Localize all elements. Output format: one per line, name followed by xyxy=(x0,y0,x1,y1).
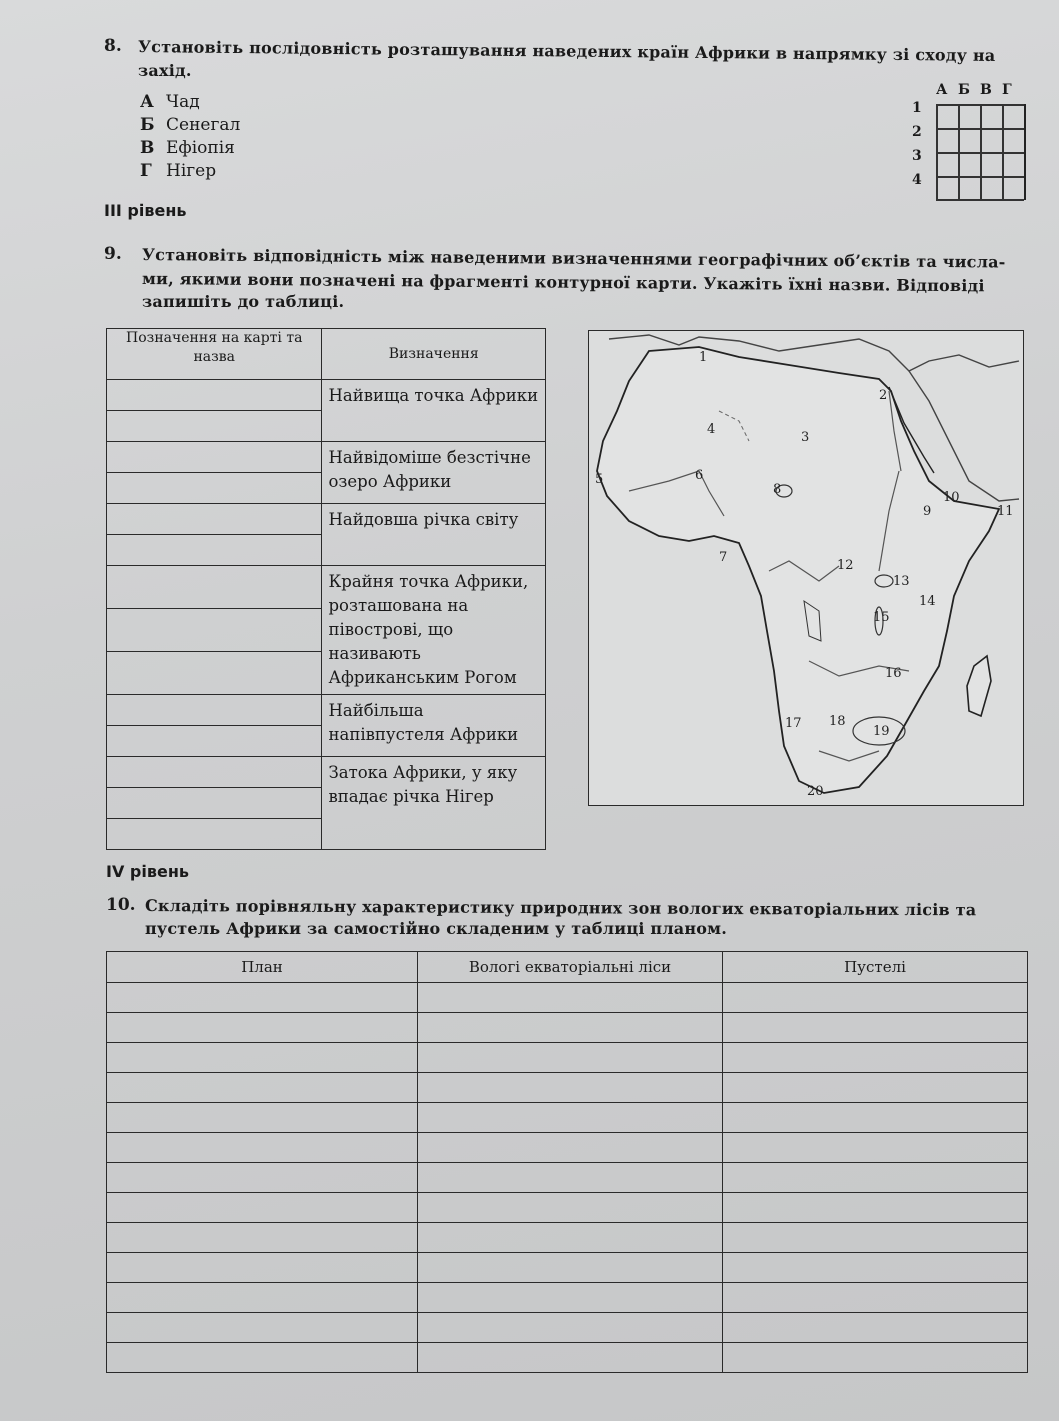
map-label-4: 4 xyxy=(707,422,716,437)
table-row xyxy=(107,983,1028,1013)
map-label-10: 10 xyxy=(943,490,960,505)
map-label-17: 17 xyxy=(785,716,802,731)
q9-answer-cell[interactable] xyxy=(107,504,322,535)
map-label-13: 13 xyxy=(893,574,910,589)
desert-cell[interactable] xyxy=(723,1103,1028,1133)
q9-answer-cell[interactable] xyxy=(107,380,322,411)
table-row xyxy=(107,1253,1028,1283)
q9-text-line3: запишіть до таблиці. xyxy=(142,292,345,311)
q9-col-header-label: Позначення на карті та назва xyxy=(107,329,322,380)
table-row xyxy=(107,1193,1028,1223)
grid-col-a: А xyxy=(936,82,948,98)
level-4-heading: IV рівень xyxy=(106,862,189,881)
table-row xyxy=(107,1283,1028,1313)
desert-cell[interactable] xyxy=(723,983,1028,1013)
plan-cell[interactable] xyxy=(107,1073,418,1103)
forest-cell[interactable] xyxy=(418,1043,723,1073)
forest-cell[interactable] xyxy=(418,1343,723,1373)
map-label-20: 20 xyxy=(807,784,824,799)
africa-outline-svg xyxy=(589,331,1023,805)
plan-cell[interactable] xyxy=(107,1283,418,1313)
map-label-3: 3 xyxy=(801,430,810,445)
forest-cell[interactable] xyxy=(418,1193,723,1223)
grid-col-c: В xyxy=(980,82,992,98)
q10-comparison-table xyxy=(106,951,1028,1373)
table-row xyxy=(107,1133,1028,1163)
q9-definition-4: Крайня точка Африки, розташована на півострові, що називають Африканським Рогом xyxy=(322,566,546,695)
desert-cell[interactable] xyxy=(723,1163,1028,1193)
q9-answer-table xyxy=(106,328,546,850)
map-label-2: 2 xyxy=(879,388,888,403)
plan-cell[interactable] xyxy=(107,1313,418,1343)
q9-answer-cell[interactable] xyxy=(107,566,322,609)
grid-row-2: 2 xyxy=(912,124,922,140)
map-label-7: 7 xyxy=(719,550,728,565)
table-row xyxy=(107,1073,1028,1103)
q8-option-c: В Ефіопія xyxy=(140,138,235,158)
forest-cell[interactable] xyxy=(418,1103,723,1133)
desert-cell[interactable] xyxy=(723,1133,1028,1163)
q9-col-header-definition: Визначення xyxy=(322,329,546,380)
plan-cell[interactable] xyxy=(107,983,418,1013)
desert-cell[interactable] xyxy=(723,1043,1028,1073)
q8-option-b: Б Сенегал xyxy=(140,115,241,135)
q9-text-line1: Установіть відповідність між наведеними визначеннями географічних об’єктів та числа- xyxy=(141,245,1006,272)
map-label-5: 5 xyxy=(595,472,604,487)
forest-cell[interactable] xyxy=(418,1253,723,1283)
q9-answer-cell[interactable] xyxy=(107,442,322,473)
q9-answer-cell[interactable] xyxy=(107,695,322,726)
forest-cell[interactable] xyxy=(418,1163,723,1193)
map-label-11: 11 xyxy=(997,504,1014,519)
q10-number: 10. xyxy=(106,895,136,915)
q8-text-line2: захід. xyxy=(138,61,192,80)
q8-option-a: А Чад xyxy=(140,92,200,112)
map-label-6: 6 xyxy=(695,468,704,483)
map-label-15: 15 xyxy=(873,610,890,625)
table-row xyxy=(107,1313,1028,1343)
q10-col-header-forests: Вологі екваторіальні ліси xyxy=(418,952,723,983)
q9-answer-cell[interactable] xyxy=(107,726,322,757)
plan-cell[interactable] xyxy=(107,1163,418,1193)
desert-cell[interactable] xyxy=(723,1253,1028,1283)
q9-answer-cell[interactable] xyxy=(107,473,322,504)
q9-answer-cell[interactable] xyxy=(107,788,322,819)
desert-cell[interactable] xyxy=(723,1313,1028,1343)
desert-cell[interactable] xyxy=(723,1223,1028,1253)
forest-cell[interactable] xyxy=(418,1133,723,1163)
grid-cells[interactable] xyxy=(936,104,1026,200)
plan-cell[interactable] xyxy=(107,1253,418,1283)
q9-definition-5: Найбільша напівпустеля Африки xyxy=(322,695,546,757)
plan-cell[interactable] xyxy=(107,1133,418,1163)
plan-cell[interactable] xyxy=(107,1223,418,1253)
q9-answer-cell[interactable] xyxy=(107,652,322,695)
grid-row-4: 4 xyxy=(912,172,922,188)
desert-cell[interactable] xyxy=(723,1073,1028,1103)
q9-definition-1: Найвища точка Африки xyxy=(322,380,546,442)
q9-answer-cell[interactable] xyxy=(107,535,322,566)
desert-cell[interactable] xyxy=(723,1283,1028,1313)
grid-row-3: 3 xyxy=(912,148,922,164)
plan-cell[interactable] xyxy=(107,1013,418,1043)
q9-definition-6: Затока Африки, у яку впадає річка Нігер xyxy=(322,757,546,850)
map-label-8: 8 xyxy=(773,482,782,497)
forest-cell[interactable] xyxy=(418,983,723,1013)
q9-text-line2: ми, якими вони позначені на фрагменті контурної карти. Укажіть їхні назви. Відповіді xyxy=(141,269,985,296)
q10-col-header-plan: План xyxy=(107,952,418,983)
q8-text-line1: Установіть послідовність розташування наведених країн Африки в напрямку зі сходу на xyxy=(137,37,996,65)
plan-cell[interactable] xyxy=(107,1193,418,1223)
table-row xyxy=(107,1013,1028,1043)
map-label-19: 19 xyxy=(873,724,890,739)
q9-answer-cell[interactable] xyxy=(107,819,322,850)
q9-definition-3: Найдовша річка світу xyxy=(322,504,546,566)
grid-col-b: Б xyxy=(958,82,970,98)
table-row xyxy=(107,1223,1028,1253)
plan-cell[interactable] xyxy=(107,1043,418,1073)
forest-cell[interactable] xyxy=(418,1073,723,1103)
table-row xyxy=(107,1343,1028,1373)
desert-cell[interactable] xyxy=(723,1013,1028,1043)
q10-text-line2: пустель Африки за самостійно складеним у таблиці планом. xyxy=(145,919,728,938)
q9-definition-2: Найвідоміше безстічне озеро Африки xyxy=(322,442,546,504)
q8-number: 8. xyxy=(104,36,122,56)
q8-option-d: Г Нігер xyxy=(140,161,217,181)
africa-contour-map xyxy=(588,330,1024,806)
q9-answer-cell[interactable] xyxy=(107,757,322,788)
forest-cell[interactable] xyxy=(418,1223,723,1253)
forest-cell[interactable] xyxy=(418,1013,723,1043)
plan-cell[interactable] xyxy=(107,1343,418,1373)
map-label-18: 18 xyxy=(829,714,846,729)
map-label-14: 14 xyxy=(919,594,936,609)
map-label-9: 9 xyxy=(923,504,932,519)
q9-answer-cell[interactable] xyxy=(107,411,322,442)
desert-cell[interactable] xyxy=(723,1343,1028,1373)
grid-col-d: Г xyxy=(1002,82,1012,98)
q10-text-line1: Складіть порівняльну характеристику природних зон вологих екваторіальних лісів та xyxy=(144,896,977,920)
map-label-1: 1 xyxy=(699,350,708,365)
level-3-heading: III рівень xyxy=(104,201,187,220)
plan-cell[interactable] xyxy=(107,1103,418,1133)
q9-answer-cell[interactable] xyxy=(107,609,322,652)
desert-cell[interactable] xyxy=(723,1193,1028,1223)
map-label-12: 12 xyxy=(837,558,854,573)
forest-cell[interactable] xyxy=(418,1283,723,1313)
table-row xyxy=(107,1163,1028,1193)
q9-number: 9. xyxy=(104,244,122,264)
table-row xyxy=(107,1043,1028,1073)
map-label-16: 16 xyxy=(885,666,902,681)
table-row xyxy=(107,1103,1028,1133)
grid-row-1: 1 xyxy=(912,100,922,116)
forest-cell[interactable] xyxy=(418,1313,723,1343)
q10-col-header-deserts: Пустелі xyxy=(723,952,1028,983)
